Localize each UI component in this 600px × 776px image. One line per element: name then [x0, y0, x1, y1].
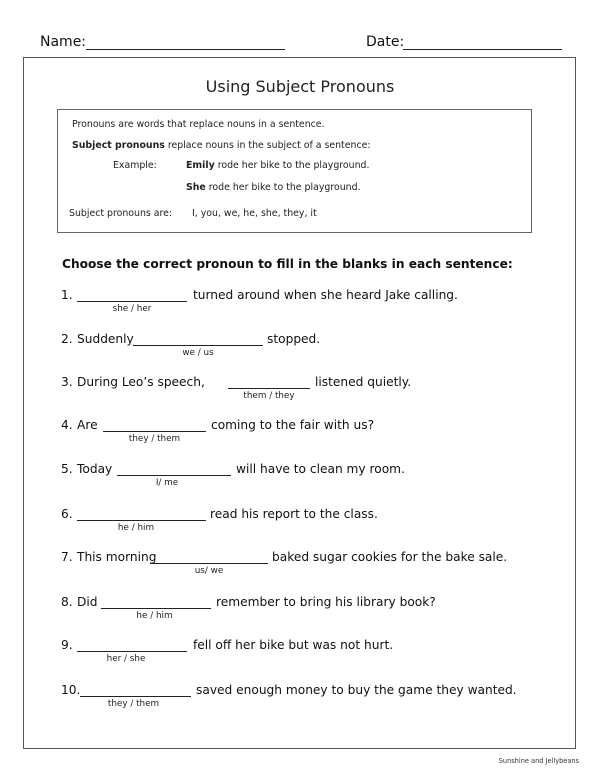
- question-text-after: coming to the fair with us?: [211, 418, 375, 432]
- question-number: 1.: [61, 288, 73, 302]
- name-field[interactable]: [86, 49, 285, 50]
- question-number: 2.: [61, 332, 73, 346]
- example-sentence-1: [186, 160, 369, 171]
- pronoun-list-label: Subject pronouns are:: [69, 208, 173, 219]
- question-text-before: Suddenly: [77, 332, 134, 346]
- question-5: [0, 462, 600, 502]
- pronoun-choices: we / us: [182, 348, 214, 358]
- question-text-after: saved enough money to buy the game they wanted.: [196, 683, 517, 697]
- answer-blank-7[interactable]: [150, 563, 268, 564]
- question-number: 8.: [61, 595, 73, 609]
- example-1-text: rode her bike to the playground.: [214, 160, 370, 171]
- question-text-after: fell off her bike but was not hurt.: [193, 638, 394, 652]
- example-label: Example:: [113, 160, 157, 171]
- answer-blank-2[interactable]: [133, 345, 263, 346]
- question-number: 3.: [61, 375, 73, 389]
- pronoun-list-values: I, you, we, he, she, they, it: [192, 208, 317, 219]
- answer-blank-6[interactable]: [77, 520, 206, 521]
- info-definition: Pronouns are words that replace nouns in a sentence.: [72, 119, 325, 130]
- info-subject-pronouns-term: Subject pronouns: [72, 140, 165, 151]
- question-3: [0, 375, 600, 415]
- question-text-after: remember to bring his library book?: [216, 595, 436, 609]
- pronoun-choices: he / him: [136, 611, 173, 621]
- question-number: 6.: [61, 507, 73, 521]
- question-text-after: stopped.: [267, 332, 321, 346]
- answer-blank-9[interactable]: [77, 651, 187, 652]
- pronoun-choices: us/ we: [194, 566, 224, 576]
- pronoun-choices: they / them: [128, 434, 181, 444]
- question-text-after: read his report to the class.: [210, 507, 378, 521]
- pronoun-choices: her / she: [106, 654, 146, 664]
- question-8: [0, 595, 600, 635]
- example-1-bold: Emily: [186, 160, 215, 171]
- footer-credit: Sunshine and Jellybeans: [498, 757, 579, 765]
- pronoun-choices: they / them: [107, 699, 160, 709]
- answer-blank-5[interactable]: [117, 475, 231, 476]
- question-text-before: During Leo’s speech,: [77, 375, 205, 389]
- question-text-before: Did: [77, 595, 98, 609]
- date-label: Date:: [366, 34, 405, 50]
- example-sentence-2: [186, 182, 361, 193]
- example-2-bold: She: [186, 182, 206, 193]
- info-subject-pronouns-text: replace nouns in the subject of a sentence:: [164, 140, 371, 151]
- question-4: [0, 418, 600, 458]
- question-text-after: will have to clean my room.: [236, 462, 405, 476]
- question-9: [0, 638, 600, 678]
- question-number: 7.: [61, 550, 73, 564]
- pronoun-choices: I/ me: [155, 478, 179, 488]
- answer-blank-8[interactable]: [101, 608, 211, 609]
- question-text-before: Are: [77, 418, 98, 432]
- answer-blank-1[interactable]: [77, 301, 187, 302]
- question-text-after: baked sugar cookies for the bake sale.: [272, 550, 508, 564]
- example-2-text: rode her bike to the playground.: [205, 182, 361, 193]
- question-number: 5.: [61, 462, 73, 476]
- pronoun-choices: them / they: [243, 391, 295, 401]
- question-2: [0, 332, 600, 372]
- pronoun-choices: he / him: [117, 523, 155, 533]
- question-7: [0, 550, 600, 590]
- date-field[interactable]: [403, 49, 562, 50]
- instructions: Choose the correct pronoun to fill in the blanks in each sentence:: [62, 257, 513, 271]
- question-text-after: listened quietly.: [315, 375, 412, 389]
- info-subject-pronouns: [72, 140, 371, 151]
- name-label: Name:: [40, 34, 87, 50]
- pronoun-choices: she / her: [112, 304, 152, 314]
- answer-blank-10[interactable]: [80, 696, 191, 697]
- answer-blank-3[interactable]: [228, 388, 310, 389]
- question-text-before: This morning: [77, 550, 157, 564]
- answer-blank-4[interactable]: [103, 431, 206, 432]
- question-number: 9.: [61, 638, 73, 652]
- worksheet-title: Using Subject Pronouns: [205, 77, 395, 96]
- question-text-after: turned around when she heard Jake calling.: [193, 288, 458, 302]
- question-10: [0, 683, 600, 723]
- question-text-before: Today: [77, 462, 113, 476]
- question-6: [0, 507, 600, 547]
- question-number: 10.: [61, 683, 81, 697]
- question-number: 4.: [61, 418, 73, 432]
- question-1: [0, 288, 600, 328]
